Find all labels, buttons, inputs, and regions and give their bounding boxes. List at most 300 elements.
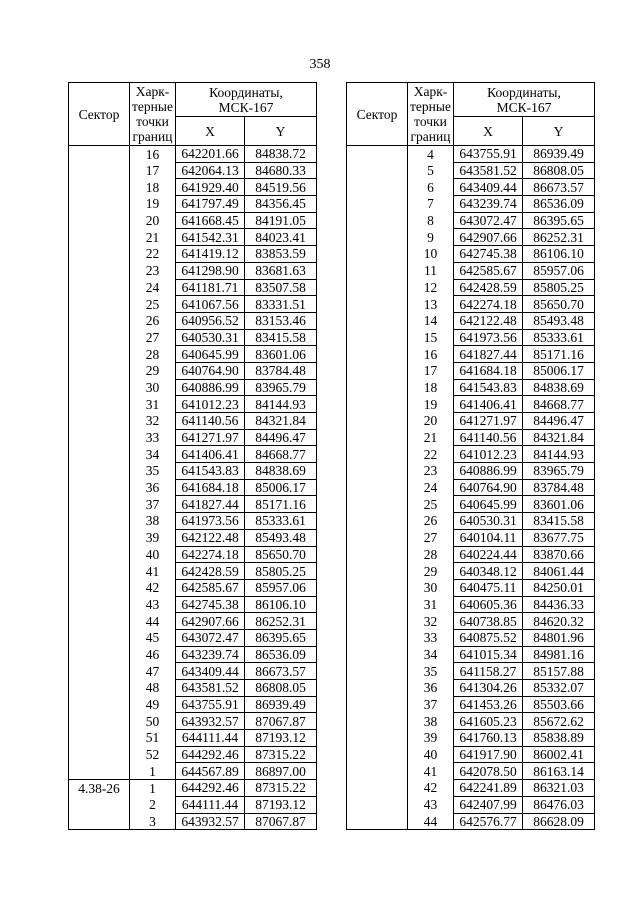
cell-point: 49 [130, 696, 176, 713]
cell-point: 32 [130, 413, 176, 430]
table-row [69, 196, 317, 213]
cell-x: 640886.99 [454, 463, 523, 480]
cell-point: 11 [408, 262, 454, 279]
cell-point: 26 [130, 312, 176, 329]
header-points-line: терные [132, 99, 173, 114]
table-row [347, 579, 595, 596]
cell-point: 31 [130, 396, 176, 413]
cell-x: 640530.31 [176, 329, 245, 346]
cell-sector [69, 396, 130, 413]
cell-point: 33 [408, 629, 454, 646]
cell-sector [69, 613, 130, 630]
cell-point: 41 [130, 563, 176, 580]
cell-x: 640645.99 [454, 496, 523, 513]
cell-sector [347, 613, 408, 630]
cell-sector [347, 529, 408, 546]
cell-y: 83681.63 [245, 262, 317, 279]
cell-y: 84668.77 [523, 396, 595, 413]
cell-x: 640475.11 [454, 579, 523, 596]
cell-x: 641973.56 [176, 513, 245, 530]
cell-sector [347, 413, 408, 430]
cell-y: 84144.93 [523, 446, 595, 463]
cell-y: 85157.88 [523, 663, 595, 680]
cell-point: 25 [130, 296, 176, 313]
coordinates-table-left [68, 82, 317, 830]
table-row [69, 296, 317, 313]
cell-y: 85171.16 [523, 346, 595, 363]
cell-y: 85650.70 [523, 296, 595, 313]
cell-x: 641827.44 [454, 346, 523, 363]
cell-point: 35 [130, 463, 176, 480]
cell-y: 83415.58 [245, 329, 317, 346]
header-coordinates-line: МСК-167 [496, 99, 552, 115]
header-sector: Сектор [69, 83, 130, 146]
cell-x: 643581.52 [176, 680, 245, 697]
cell-sector [69, 579, 130, 596]
table-row [69, 513, 317, 530]
cell-point: 1 [130, 763, 176, 780]
cell-sector [347, 730, 408, 747]
cell-sector [347, 379, 408, 396]
table-row [347, 629, 595, 646]
cell-point: 12 [408, 279, 454, 296]
table-row [69, 496, 317, 513]
cell-y: 86106.10 [523, 246, 595, 263]
table-row [347, 529, 595, 546]
cell-point: 25 [408, 496, 454, 513]
cell-sector [69, 529, 130, 546]
cell-sector [347, 429, 408, 446]
cell-x: 641015.34 [454, 646, 523, 663]
cell-sector [347, 680, 408, 697]
cell-point: 30 [130, 379, 176, 396]
cell-y: 85006.17 [523, 362, 595, 379]
cell-point: 33 [130, 429, 176, 446]
cell-point: 20 [130, 212, 176, 229]
cell-x: 643072.47 [176, 629, 245, 646]
table-row [69, 746, 317, 763]
cell-x: 640104.11 [454, 529, 523, 546]
table-row [347, 312, 595, 329]
cell-x: 641419.12 [176, 246, 245, 263]
table-row [69, 162, 317, 179]
cell-y: 86628.09 [523, 813, 595, 830]
table-row [69, 529, 317, 546]
cell-y: 85333.61 [245, 513, 317, 530]
header-points-line: границ [410, 129, 451, 144]
table-row [69, 680, 317, 697]
cell-x: 641760.13 [454, 730, 523, 747]
header-points-line: Харк- [135, 84, 170, 99]
cell-point: 4 [408, 146, 454, 163]
cell-x: 641181.71 [176, 279, 245, 296]
table-row [347, 746, 595, 763]
cell-sector [347, 329, 408, 346]
cell-x: 643755.91 [176, 696, 245, 713]
cell-y: 87067.87 [245, 713, 317, 730]
cell-sector [69, 446, 130, 463]
cell-sector [69, 379, 130, 396]
cell-x: 643239.74 [454, 196, 523, 213]
cell-sector [347, 463, 408, 480]
cell-point: 21 [408, 429, 454, 446]
header-coordinates [176, 83, 317, 117]
table-row [69, 413, 317, 430]
cell-x: 641453.26 [454, 696, 523, 713]
cell-sector [347, 696, 408, 713]
page-number: 358 [309, 57, 331, 72]
table-row [347, 329, 595, 346]
table-row [69, 796, 317, 813]
cell-point: 21 [130, 229, 176, 246]
cell-y: 84496.47 [523, 413, 595, 430]
table-row [69, 696, 317, 713]
cell-point: 24 [408, 479, 454, 496]
table-row [347, 396, 595, 413]
cell-y: 83784.48 [523, 479, 595, 496]
cell-x: 642907.66 [176, 613, 245, 630]
cell-point: 36 [130, 479, 176, 496]
cell-x: 641797.49 [176, 196, 245, 213]
cell-y: 84838.69 [245, 463, 317, 480]
cell-point: 35 [408, 663, 454, 680]
cell-sector [69, 279, 130, 296]
cell-sector [347, 312, 408, 329]
cell-sector [69, 596, 130, 613]
cell-y: 83853.59 [245, 246, 317, 263]
cell-sector [347, 663, 408, 680]
cell-sector [69, 496, 130, 513]
table-row [69, 579, 317, 596]
table-row [69, 446, 317, 463]
table-row [347, 730, 595, 747]
cell-y: 86536.09 [245, 646, 317, 663]
cell-point: 40 [130, 546, 176, 563]
cell-point: 19 [408, 396, 454, 413]
cell-x: 640348.12 [454, 563, 523, 580]
cell-sector [347, 796, 408, 813]
cell-point: 27 [408, 529, 454, 546]
cell-x: 641605.23 [454, 713, 523, 730]
cell-x: 640530.31 [454, 513, 523, 530]
cell-point: 41 [408, 763, 454, 780]
cell-point: 3 [130, 813, 176, 830]
cell-y: 85333.61 [523, 329, 595, 346]
table-row [69, 463, 317, 480]
cell-point: 13 [408, 296, 454, 313]
cell-y: 83965.79 [245, 379, 317, 396]
table-row [69, 596, 317, 613]
cell-y: 86476.03 [523, 796, 595, 813]
cell-y: 85957.06 [523, 262, 595, 279]
cell-point: 45 [130, 629, 176, 646]
cell-x: 641406.41 [454, 396, 523, 413]
cell-x: 641543.83 [176, 463, 245, 480]
cell-y: 84321.84 [523, 429, 595, 446]
table-row [347, 279, 595, 296]
cell-x: 640886.99 [176, 379, 245, 396]
cell-point: 34 [408, 646, 454, 663]
header-coordinates [454, 83, 595, 117]
cell-x: 641271.97 [454, 413, 523, 430]
cell-point: 26 [408, 513, 454, 530]
cell-point: 39 [130, 529, 176, 546]
cell-y: 84620.32 [523, 613, 595, 630]
table-row [347, 780, 595, 797]
cell-sector [69, 563, 130, 580]
table-row [69, 730, 317, 747]
cell-sector [347, 513, 408, 530]
cell-sector [69, 346, 130, 363]
cell-y: 85805.25 [245, 563, 317, 580]
cell-y: 86395.65 [523, 212, 595, 229]
cell-x: 643932.57 [176, 713, 245, 730]
cell-point: 17 [408, 362, 454, 379]
table-row [69, 813, 317, 830]
cell-sector [347, 296, 408, 313]
cell-point: 28 [130, 346, 176, 363]
cell-y: 85838.89 [523, 730, 595, 747]
cell-y: 84436.33 [523, 596, 595, 613]
cell-point: 48 [130, 680, 176, 697]
cell-x: 642078.50 [454, 763, 523, 780]
cell-x: 642428.59 [176, 563, 245, 580]
cell-y: 85650.70 [245, 546, 317, 563]
cell-point: 17 [130, 162, 176, 179]
cell-sector [347, 546, 408, 563]
cell-y: 83507.58 [245, 279, 317, 296]
cell-sector [347, 229, 408, 246]
cell-point: 27 [130, 329, 176, 346]
table-row [347, 596, 595, 613]
cell-sector [69, 629, 130, 646]
cell-sector [69, 246, 130, 263]
cell-point: 52 [130, 746, 176, 763]
header-coordinates-line: Координаты, [487, 84, 561, 100]
cell-y: 86536.09 [523, 196, 595, 213]
cell-y: 84981.16 [523, 646, 595, 663]
cell-y: 85006.17 [245, 479, 317, 496]
cell-point: 37 [408, 696, 454, 713]
cell-sector [69, 463, 130, 480]
table-row [347, 663, 595, 680]
cell-sector [69, 146, 130, 163]
header-y: Y [523, 117, 595, 146]
cell-x: 641271.97 [176, 429, 245, 446]
table-row [69, 646, 317, 663]
cell-point: 20 [408, 413, 454, 430]
cell-y: 84023.41 [245, 229, 317, 246]
table-row [347, 212, 595, 229]
table-row [69, 546, 317, 563]
cell-x: 640224.44 [454, 546, 523, 563]
table-row [347, 246, 595, 263]
cell-point: 44 [130, 613, 176, 630]
table-row [347, 229, 595, 246]
table-row [347, 262, 595, 279]
cell-point: 9 [408, 229, 454, 246]
cell-point: 18 [408, 379, 454, 396]
cell-y: 83965.79 [523, 463, 595, 480]
cell-x: 643072.47 [454, 212, 523, 229]
cell-y: 84356.45 [245, 196, 317, 213]
cell-x: 642428.59 [454, 279, 523, 296]
cell-point: 42 [408, 780, 454, 797]
cell-point: 1 [130, 780, 176, 797]
cell-y: 87315.22 [245, 746, 317, 763]
table-row [347, 463, 595, 480]
cell-point: 40 [408, 746, 454, 763]
cell-x: 641298.90 [176, 262, 245, 279]
cell-point: 29 [408, 563, 454, 580]
table-row [69, 262, 317, 279]
table-row [69, 146, 317, 163]
cell-y: 84191.05 [245, 212, 317, 229]
table-row [69, 763, 317, 780]
cell-y: 83415.58 [523, 513, 595, 530]
cell-sector [69, 813, 130, 830]
cell-y: 84496.47 [245, 429, 317, 446]
cell-x: 641542.31 [176, 229, 245, 246]
cell-x: 642274.18 [176, 546, 245, 563]
cell-sector [69, 413, 130, 430]
cell-sector [347, 262, 408, 279]
table-row [69, 312, 317, 329]
cell-sector [69, 196, 130, 213]
cell-sector [347, 362, 408, 379]
cell-x: 642745.38 [176, 596, 245, 613]
cell-x: 640645.99 [176, 346, 245, 363]
cell-point: 50 [130, 713, 176, 730]
cell-y: 86939.49 [245, 696, 317, 713]
table-row [347, 429, 595, 446]
cell-x: 644111.44 [176, 730, 245, 747]
cell-x: 644292.46 [176, 746, 245, 763]
cell-x: 641684.18 [176, 479, 245, 496]
cell-sector [69, 362, 130, 379]
cell-point: 32 [408, 613, 454, 630]
cell-sector [69, 680, 130, 697]
cell-y: 83870.66 [523, 546, 595, 563]
cell-sector [69, 796, 130, 813]
table-row [347, 763, 595, 780]
table-row [69, 212, 317, 229]
table-row [69, 346, 317, 363]
cell-point: 47 [130, 663, 176, 680]
cell-x: 641012.23 [176, 396, 245, 413]
table-row [347, 496, 595, 513]
cell-point: 38 [130, 513, 176, 530]
cell-sector [347, 629, 408, 646]
cell-x: 640605.36 [454, 596, 523, 613]
header-coordinates-line: МСК-167 [218, 99, 274, 115]
cell-sector [347, 813, 408, 830]
table-row [347, 813, 595, 830]
cell-y: 86106.10 [245, 596, 317, 613]
cell-x: 640764.90 [454, 479, 523, 496]
cell-sector [347, 596, 408, 613]
header-points-line: точки [136, 114, 169, 129]
table-row [347, 413, 595, 430]
cell-y: 87193.12 [245, 796, 317, 813]
table-row [347, 179, 595, 196]
cell-x: 641684.18 [454, 362, 523, 379]
table-row [347, 479, 595, 496]
cell-x: 642122.48 [176, 529, 245, 546]
table-row [69, 229, 317, 246]
header-points-line: терные [410, 99, 451, 114]
cell-point: 23 [408, 463, 454, 480]
cell-sector [347, 646, 408, 663]
cell-sector [69, 479, 130, 496]
cell-point: 5 [408, 162, 454, 179]
table-row [347, 646, 595, 663]
cell-point: 38 [408, 713, 454, 730]
cell-sector [347, 496, 408, 513]
header-x: X [454, 117, 523, 146]
cell-y: 85493.48 [245, 529, 317, 546]
cell-sector [69, 513, 130, 530]
cell-point: 42 [130, 579, 176, 596]
header-y: Y [245, 117, 317, 146]
cell-sector [69, 646, 130, 663]
cell-y: 86808.05 [523, 162, 595, 179]
cell-x: 640738.85 [454, 613, 523, 630]
table-row [347, 546, 595, 563]
cell-y: 83153.46 [245, 312, 317, 329]
cell-y: 84801.96 [523, 629, 595, 646]
cell-point: 19 [130, 196, 176, 213]
cell-y: 86808.05 [245, 680, 317, 697]
header-points-line: точки [414, 114, 447, 129]
table-row [347, 613, 595, 630]
cell-x: 641158.27 [454, 663, 523, 680]
cell-sector [347, 246, 408, 263]
cell-point: 6 [408, 179, 454, 196]
cell-sector [347, 479, 408, 496]
cell-x: 643409.44 [176, 663, 245, 680]
cell-sector [69, 429, 130, 446]
header-points [130, 83, 176, 146]
cell-x: 644111.44 [176, 796, 245, 813]
cell-sector [347, 396, 408, 413]
cell-sector [69, 730, 130, 747]
cell-point: 22 [408, 446, 454, 463]
table-row [347, 162, 595, 179]
cell-x: 640764.90 [176, 362, 245, 379]
table-row [69, 479, 317, 496]
cell-point: 29 [130, 362, 176, 379]
table-row [69, 780, 317, 797]
cell-sector [347, 780, 408, 797]
header-points-line: границ [132, 129, 173, 144]
cell-x: 641973.56 [454, 329, 523, 346]
cell-y: 86673.57 [245, 663, 317, 680]
cell-sector [69, 296, 130, 313]
cell-x: 641406.41 [176, 446, 245, 463]
cell-x: 642576.77 [454, 813, 523, 830]
table-row [69, 329, 317, 346]
cell-sector: 4.38-26 [69, 780, 130, 797]
cell-y: 86252.31 [523, 229, 595, 246]
cell-y: 84321.84 [245, 413, 317, 430]
cell-sector [69, 312, 130, 329]
cell-sector [69, 663, 130, 680]
cell-y: 86002.41 [523, 746, 595, 763]
cell-point: 14 [408, 312, 454, 329]
table-row [69, 179, 317, 196]
table-row [347, 513, 595, 530]
